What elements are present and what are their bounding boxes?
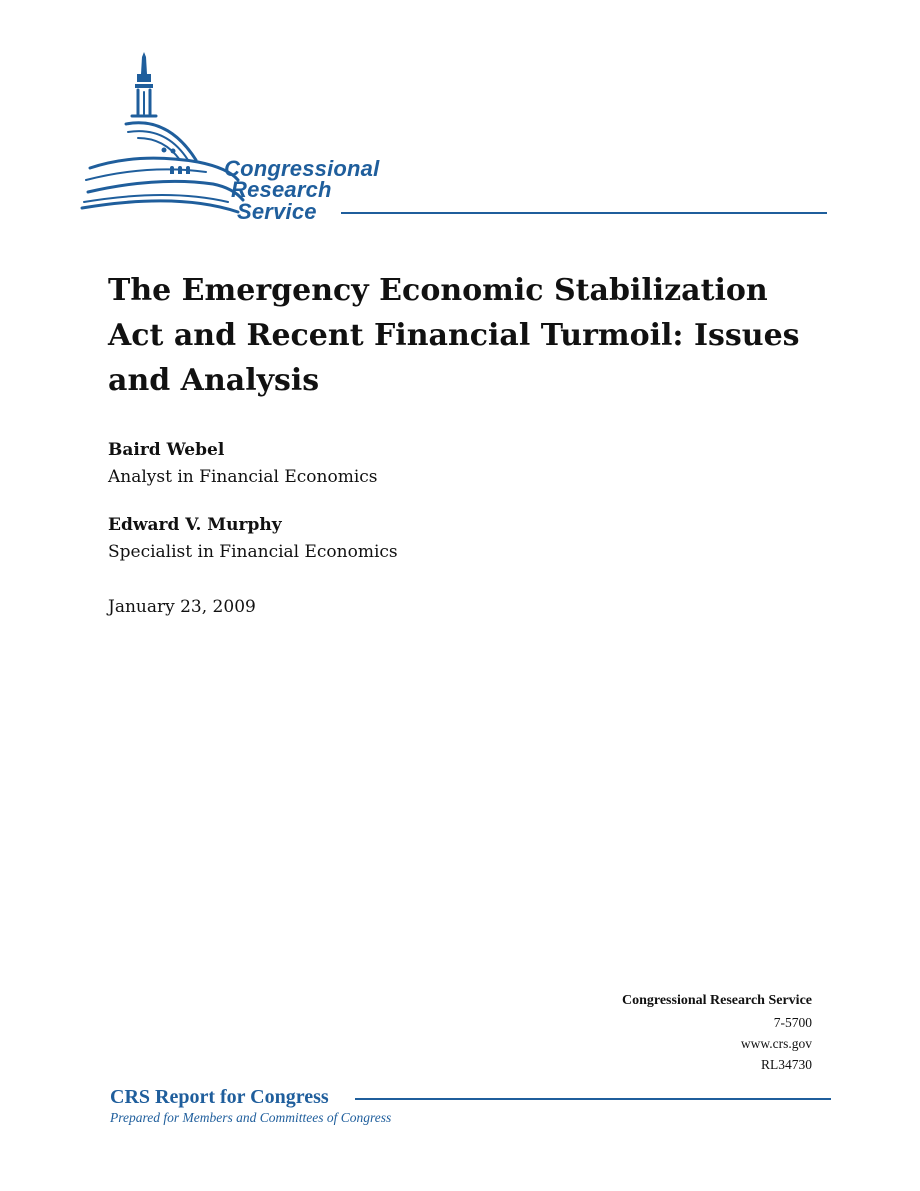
footer-subtitle: Prepared for Members and Committees of Congress <box>110 1110 392 1125</box>
crs-website-link[interactable]: www.crs.gov <box>740 1036 812 1051</box>
author-name: Baird Webel <box>108 440 225 460</box>
author-role: Analyst in Financial Economics <box>108 467 378 487</box>
logo-text-service: Service <box>237 199 317 224</box>
logo-text-congressional: Congressional <box>224 156 380 181</box>
author-name: Edward V. Murphy <box>108 515 282 535</box>
crs-phone: 7-5700 <box>773 1015 812 1030</box>
logo-rule <box>341 212 827 214</box>
footer-rule <box>355 1098 831 1100</box>
logo-text-research: Research <box>231 177 332 202</box>
report-date: January 23, 2009 <box>108 597 256 617</box>
crs-report-number: RL34730 <box>760 1057 812 1072</box>
footer-report-title: CRS Report for Congress <box>110 1086 329 1108</box>
crs-org-name: Congressional Research Service <box>621 993 812 1008</box>
author-role: Specialist in Financial Economics <box>108 542 398 562</box>
report-title: The Emergency Economic Stabilization Act and Recent Financial Turmoil: Issues and Analysis <box>108 273 800 398</box>
crs-contact-block <box>622 990 812 1075</box>
crs-logo <box>78 52 418 227</box>
